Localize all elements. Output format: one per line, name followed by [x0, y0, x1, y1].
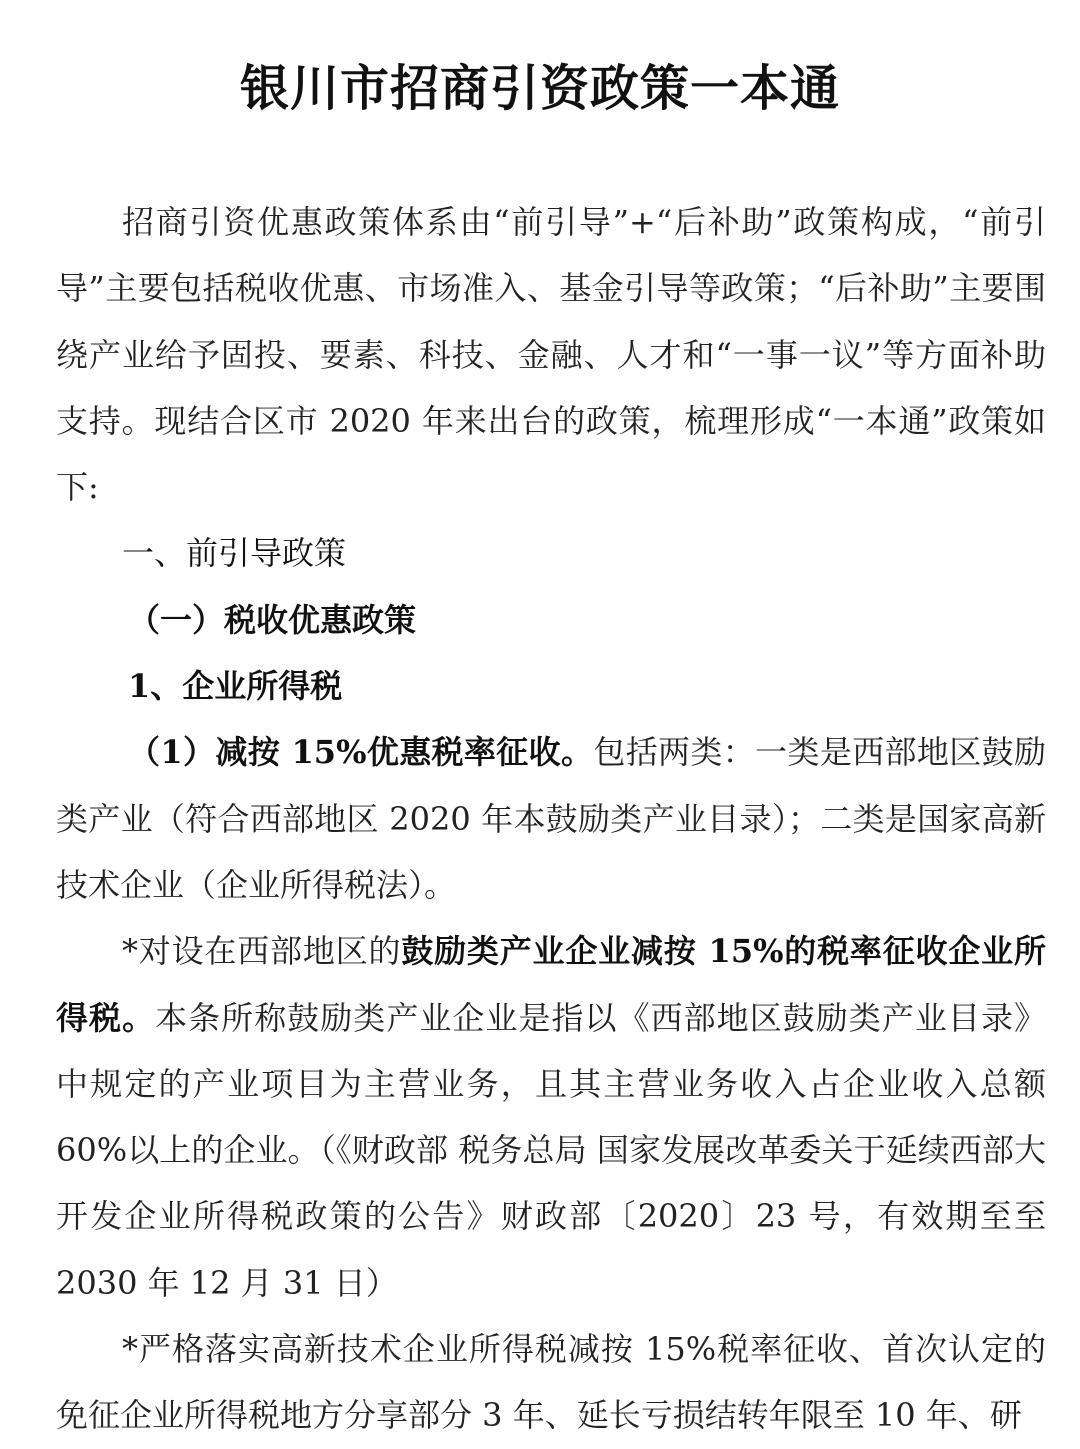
paragraph-15-percent-rate — [56, 719, 1046, 918]
paragraph-prefix: *对设在西部地区的 — [122, 932, 402, 971]
paragraph-text: 本条所称鼓励类产业企业是指以《西部地区鼓励类产业目录》中规定的产业项目为主营业务，且其主营业务收入占企业收入总额 60%以上的企业。（《财政部 税务总局 国家发展改革委关于延续西部大开发企业所得税政策的公告》财政部〔2020〕23 号，有效期至至 2030 年 12 月 31 日） — [56, 998, 1046, 1302]
intro-paragraph: 招商引资优惠政策体系由“前引导”+“后补助”政策构成，“前引导”主要包括税收优惠、市场准入、基金引导等政策；“后补助”主要围绕产业给予固投、要素、科技、金融、人才和“一事一议”等方面补助支持。现结合区市 2020 年来出台的政策，梳理形成“一本通”政策如下: — [56, 203, 1046, 507]
paragraph-bold-text: 鼓励类产业企业减按 15%的税率征收企业所得税。 — [56, 932, 1046, 1037]
paragraph-lead-bold: （1）减按 15%优惠税率征收。 — [128, 733, 594, 772]
paragraph-high-tech: *严格落实高新技术企业所得税减按 15%税率征收、首次认定的免征企业所得税地方分享部分 3 年、延长亏损结转年限至 10 年、研 — [56, 1330, 1046, 1435]
paragraph-western-region — [56, 918, 1046, 1316]
section-heading-pre-guidance: 一、前引导政策 — [122, 534, 347, 573]
subsection-heading-tax-incentives: （一）税收优惠政策 — [128, 600, 417, 639]
document-body — [56, 189, 1046, 1449]
item-heading-corporate-income-tax: 1、企业所得税 — [128, 667, 343, 706]
paragraph-text: 包括两类：一类是西部地区鼓励类产业（符合西部地区 2020 年本鼓励类产业目录）；二类是国家高新技术企业（企业所得税法）。 — [56, 733, 1046, 904]
document-title: 银川市招商引资政策一本通 — [239, 59, 840, 117]
